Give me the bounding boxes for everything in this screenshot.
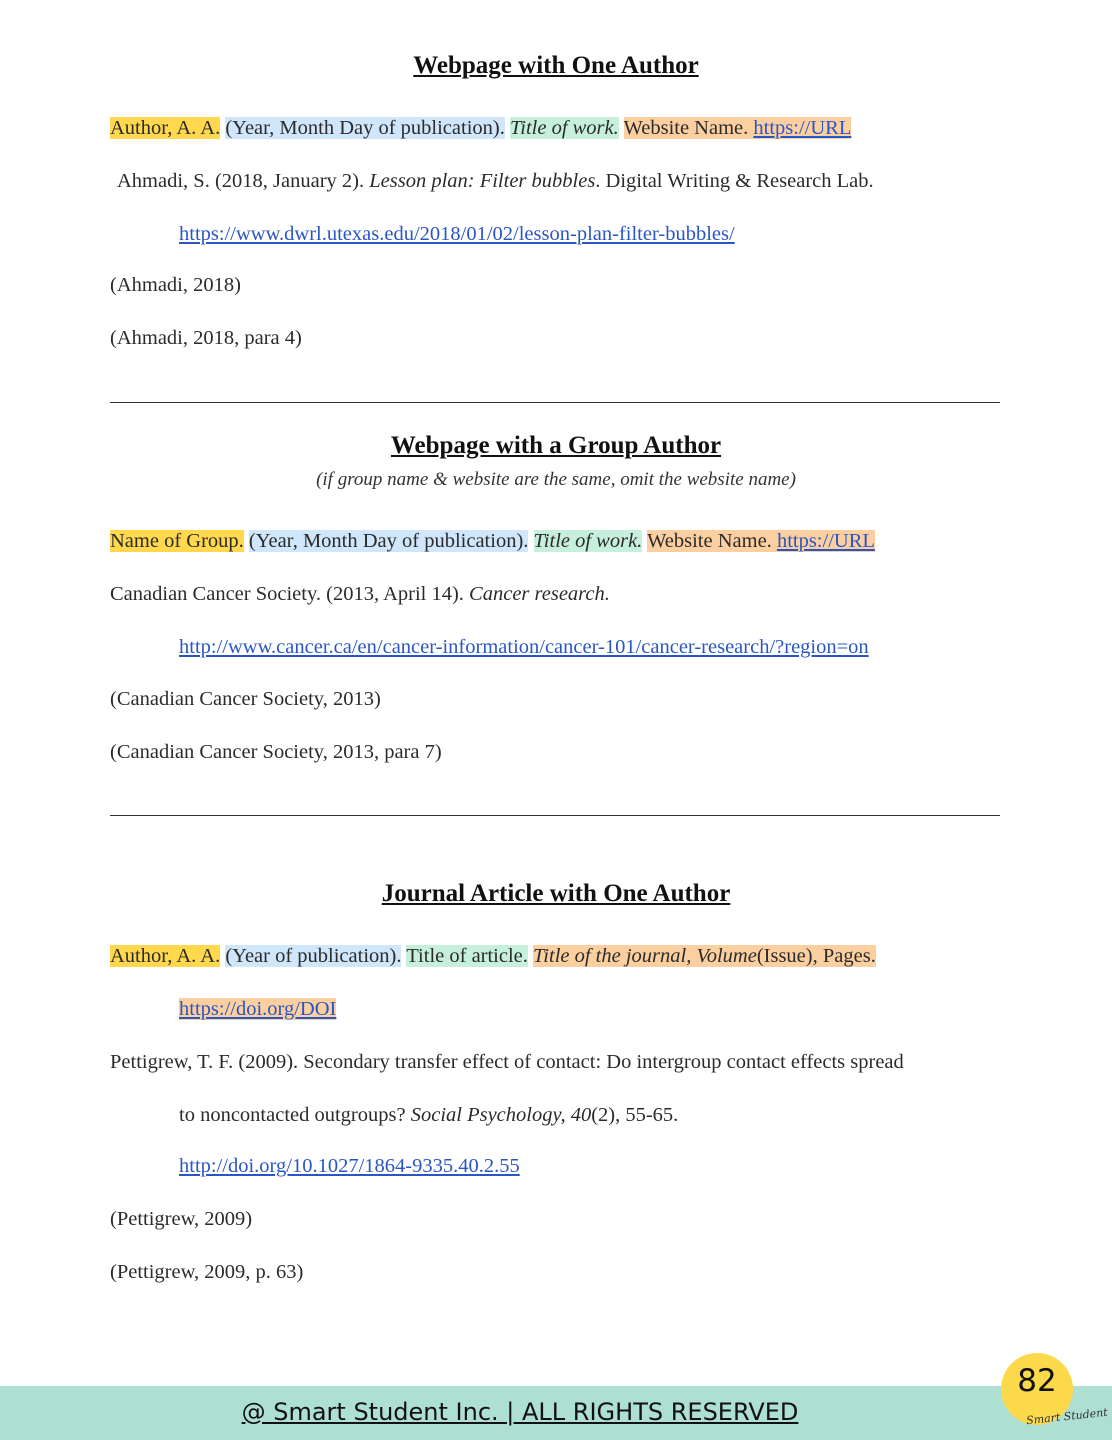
format-line bbox=[110, 942, 876, 970]
format-website: Website Name. https://URL bbox=[647, 530, 875, 552]
section-heading-webpage-one-author: Webpage with One Author bbox=[413, 52, 699, 79]
in-text-citation-page: (Pettigrew, 2009, p. 63) bbox=[110, 1261, 304, 1283]
section-heading-journal-article: Journal Article with One Author bbox=[381, 880, 731, 907]
format-doi-line bbox=[179, 995, 336, 1023]
format-line bbox=[110, 114, 851, 142]
reference-example-continued: to noncontacted outgroups? Social Psychology, 40(2), 55-65. bbox=[179, 1104, 679, 1126]
reference-example: Canadian Cancer Society. (2013, April 14). Cancer research. bbox=[110, 583, 610, 605]
format-date: (Year, Month Day of publication). bbox=[248, 530, 529, 552]
format-url-link[interactable]: https://URL bbox=[753, 117, 852, 139]
format-journal: Title of the journal, Volume(Issue), Pages. bbox=[533, 945, 876, 967]
in-text-citation: (Canadian Cancer Society, 2013) bbox=[110, 688, 381, 710]
format-url-link[interactable]: https://doi.org/DOI bbox=[179, 998, 337, 1020]
format-title: Title of work. bbox=[533, 530, 643, 552]
page-number: 82 bbox=[1017, 1363, 1057, 1399]
smart-student-signature-logo: Smart Student bbox=[1025, 1405, 1109, 1428]
reference-example: Pettigrew, T. F. (2009). Secondary transfer effect of contact: Do intergroup contact effects spread bbox=[110, 1051, 904, 1073]
section-heading-webpage-group-author: Webpage with a Group Author bbox=[390, 432, 722, 459]
format-line bbox=[110, 527, 875, 555]
format-url-link[interactable]: https://URL bbox=[776, 530, 875, 552]
reference-url-link[interactable]: https://www.dwrl.utexas.edu/2018/01/02/lesson-plan-filter-bubbles/ bbox=[179, 223, 735, 245]
format-author: Author, A. A. bbox=[110, 117, 221, 139]
format-author: Name of Group. bbox=[110, 530, 244, 552]
format-author: Author, A. A. bbox=[110, 945, 221, 967]
in-text-citation: (Ahmadi, 2018) bbox=[110, 274, 241, 296]
format-website: Website Name. https://URL bbox=[623, 117, 852, 139]
in-text-citation-paragraph: (Ahmadi, 2018, para 4) bbox=[110, 327, 302, 349]
section-note: (if group name & website are the same, omit the website name) bbox=[316, 469, 796, 490]
format-date: (Year of publication). bbox=[225, 945, 402, 967]
footer-copyright: @ Smart Student Inc. | ALL RIGHTS RESERVED bbox=[241, 1398, 799, 1426]
in-text-citation-paragraph: (Canadian Cancer Society, 2013, para 7) bbox=[110, 741, 442, 763]
reference-url-link[interactable]: http://www.cancer.ca/en/cancer-information/cancer-101/cancer-research/?region=on bbox=[179, 636, 869, 658]
format-date: (Year, Month Day of publication). bbox=[225, 117, 505, 139]
format-title: Title of article. bbox=[406, 945, 528, 967]
section-divider bbox=[110, 815, 1000, 816]
section-divider bbox=[110, 402, 1000, 403]
reference-example: Ahmadi, S. (2018, January 2). Lesson plan: Filter bubbles. Digital Writing & Research Lab. bbox=[117, 170, 874, 192]
format-title: Title of work. bbox=[509, 117, 619, 139]
in-text-citation: (Pettigrew, 2009) bbox=[110, 1208, 253, 1230]
reference-url-link[interactable]: http://doi.org/10.1027/1864-9335.40.2.55 bbox=[179, 1155, 520, 1177]
